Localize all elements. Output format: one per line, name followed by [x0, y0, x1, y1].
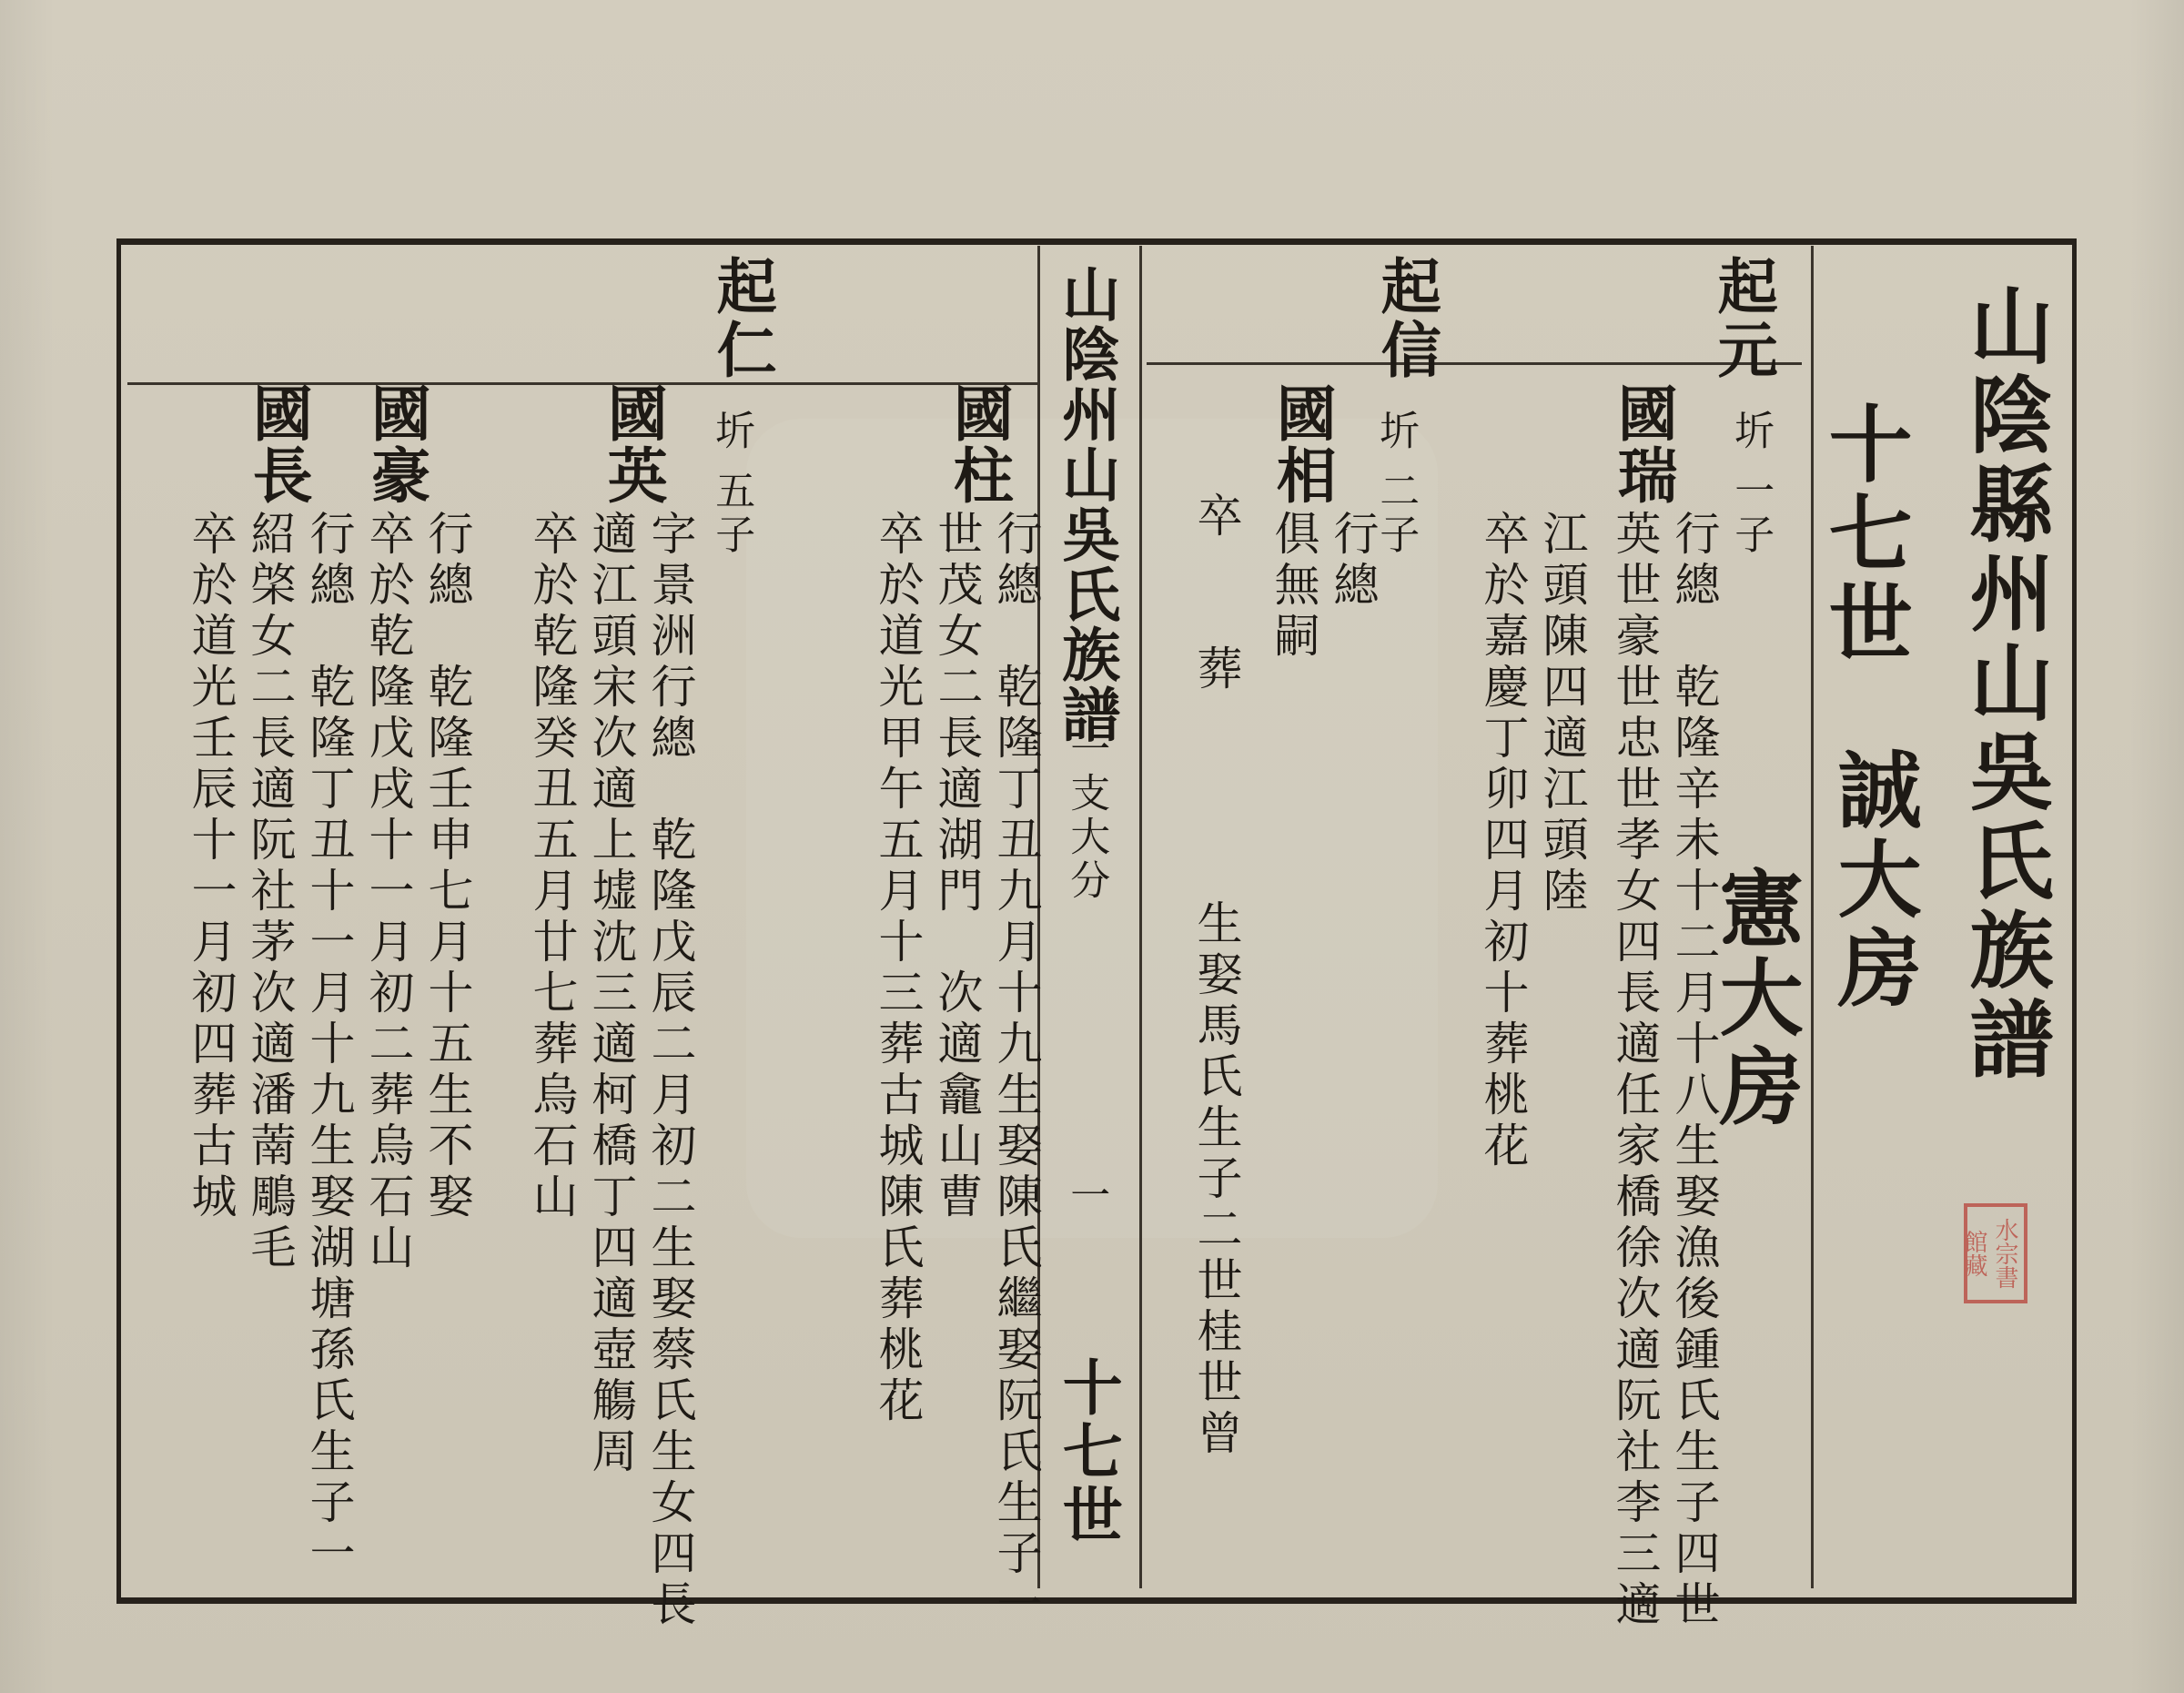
entry-guohao-name: 國豪: [360, 382, 432, 506]
branch-xian: 憲大房: [1705, 865, 1805, 1132]
entry-guorui-line3: 江頭陳四適江頭陸: [1535, 510, 1589, 917]
entry-guozhang-line2: 紹棨女二長適阮社茅次適潘萳鵰毛: [243, 510, 297, 1274]
entry-guoxiang-name: 國相: [1266, 382, 1338, 506]
entry-guozhu-name: 國柱: [943, 382, 1015, 506]
collector-seal: 水宗書館藏: [1964, 1203, 2027, 1303]
father-qixin-note: 圻 二子: [1372, 410, 1420, 557]
entry-guorui-name: 國瑞: [1607, 382, 1679, 506]
entry-guohao-line2: 卒於乾隆戊戌十一月初二葬烏石山: [361, 510, 415, 1274]
center-section: 一支大分: [1063, 728, 1110, 903]
title-border: [1811, 246, 1814, 1588]
entry-guozhu-line2: 世茂女二長適湖門 次適龕山曹: [930, 510, 984, 1223]
entry-guozhang-line3: 卒於道光壬辰十一月初四葬古城: [184, 510, 238, 1223]
entry-guozhu-line3: 卒於道光甲午五月十三葬古城陳氏葬桃花: [871, 510, 925, 1427]
entry-guozhu-line1: 行總 乾隆丁丑九月十九生娶陳氏繼娶阮氏生子一: [989, 510, 1043, 1631]
father-qixin: 起信: [1370, 255, 1442, 382]
rule-upper-right: [1147, 362, 1802, 365]
center-border-right: [1139, 246, 1142, 1588]
generation-label: 十七世: [1815, 400, 1914, 668]
entry-guorui-line2: 英世豪世忠世孝女四長適任家橋徐次適阮社李三適: [1608, 510, 1662, 1631]
entry-guohao-line1: 行總 乾隆壬申七月十五生不娶: [420, 510, 474, 1223]
father-qiren: 起仁: [706, 255, 778, 382]
father-qiyuan-note: 圻 一子: [1727, 410, 1774, 557]
entry-guorui-line4: 卒於嘉慶丁卯四月初十葬桃花: [1476, 510, 1530, 1172]
father-qiren-note: 圻 五子: [708, 410, 755, 557]
entry-guoxiang-line3: 卒 葬 生娶馬氏生子二世桂世曾: [1189, 492, 1243, 1460]
branch-cheng: 誠大房: [1824, 746, 1923, 1014]
entry-guoying-line2: 適江頭宋次適上墟沈三適柯橋丁四適壺觴周: [584, 510, 638, 1478]
entry-guoxiang-line2: 俱無嗣: [1267, 510, 1320, 663]
entry-guoying-line3: 卒於乾隆癸丑五月廿七葬烏石山: [525, 510, 579, 1223]
entry-guozhang-line1: 行總 乾隆丁丑十一月十九生娶湖塘孫氏生子一: [302, 510, 356, 1580]
entry-guorui-line1: 行總 乾隆辛未十二月十八生娶漁後鍾氏生子四世: [1667, 510, 1721, 1631]
center-page-number: 一: [1063, 1174, 1110, 1218]
entry-guozhang-name: 國長: [242, 382, 314, 506]
book-title: 山陰縣州山吳氏族譜: [1956, 282, 2055, 1085]
entry-guoxiang-line1: 行總: [1326, 510, 1380, 612]
entry-guoying-line1: 字景洲行總 乾隆戊辰二月初二生娶蔡氏生女四長: [643, 510, 697, 1631]
center-book-title: 山陰州山吳氏族譜: [1052, 264, 1121, 745]
center-generation: 十七世: [1052, 1356, 1124, 1547]
entry-guoying-name: 國英: [597, 382, 669, 506]
father-qiyuan: 起元: [1707, 255, 1779, 382]
